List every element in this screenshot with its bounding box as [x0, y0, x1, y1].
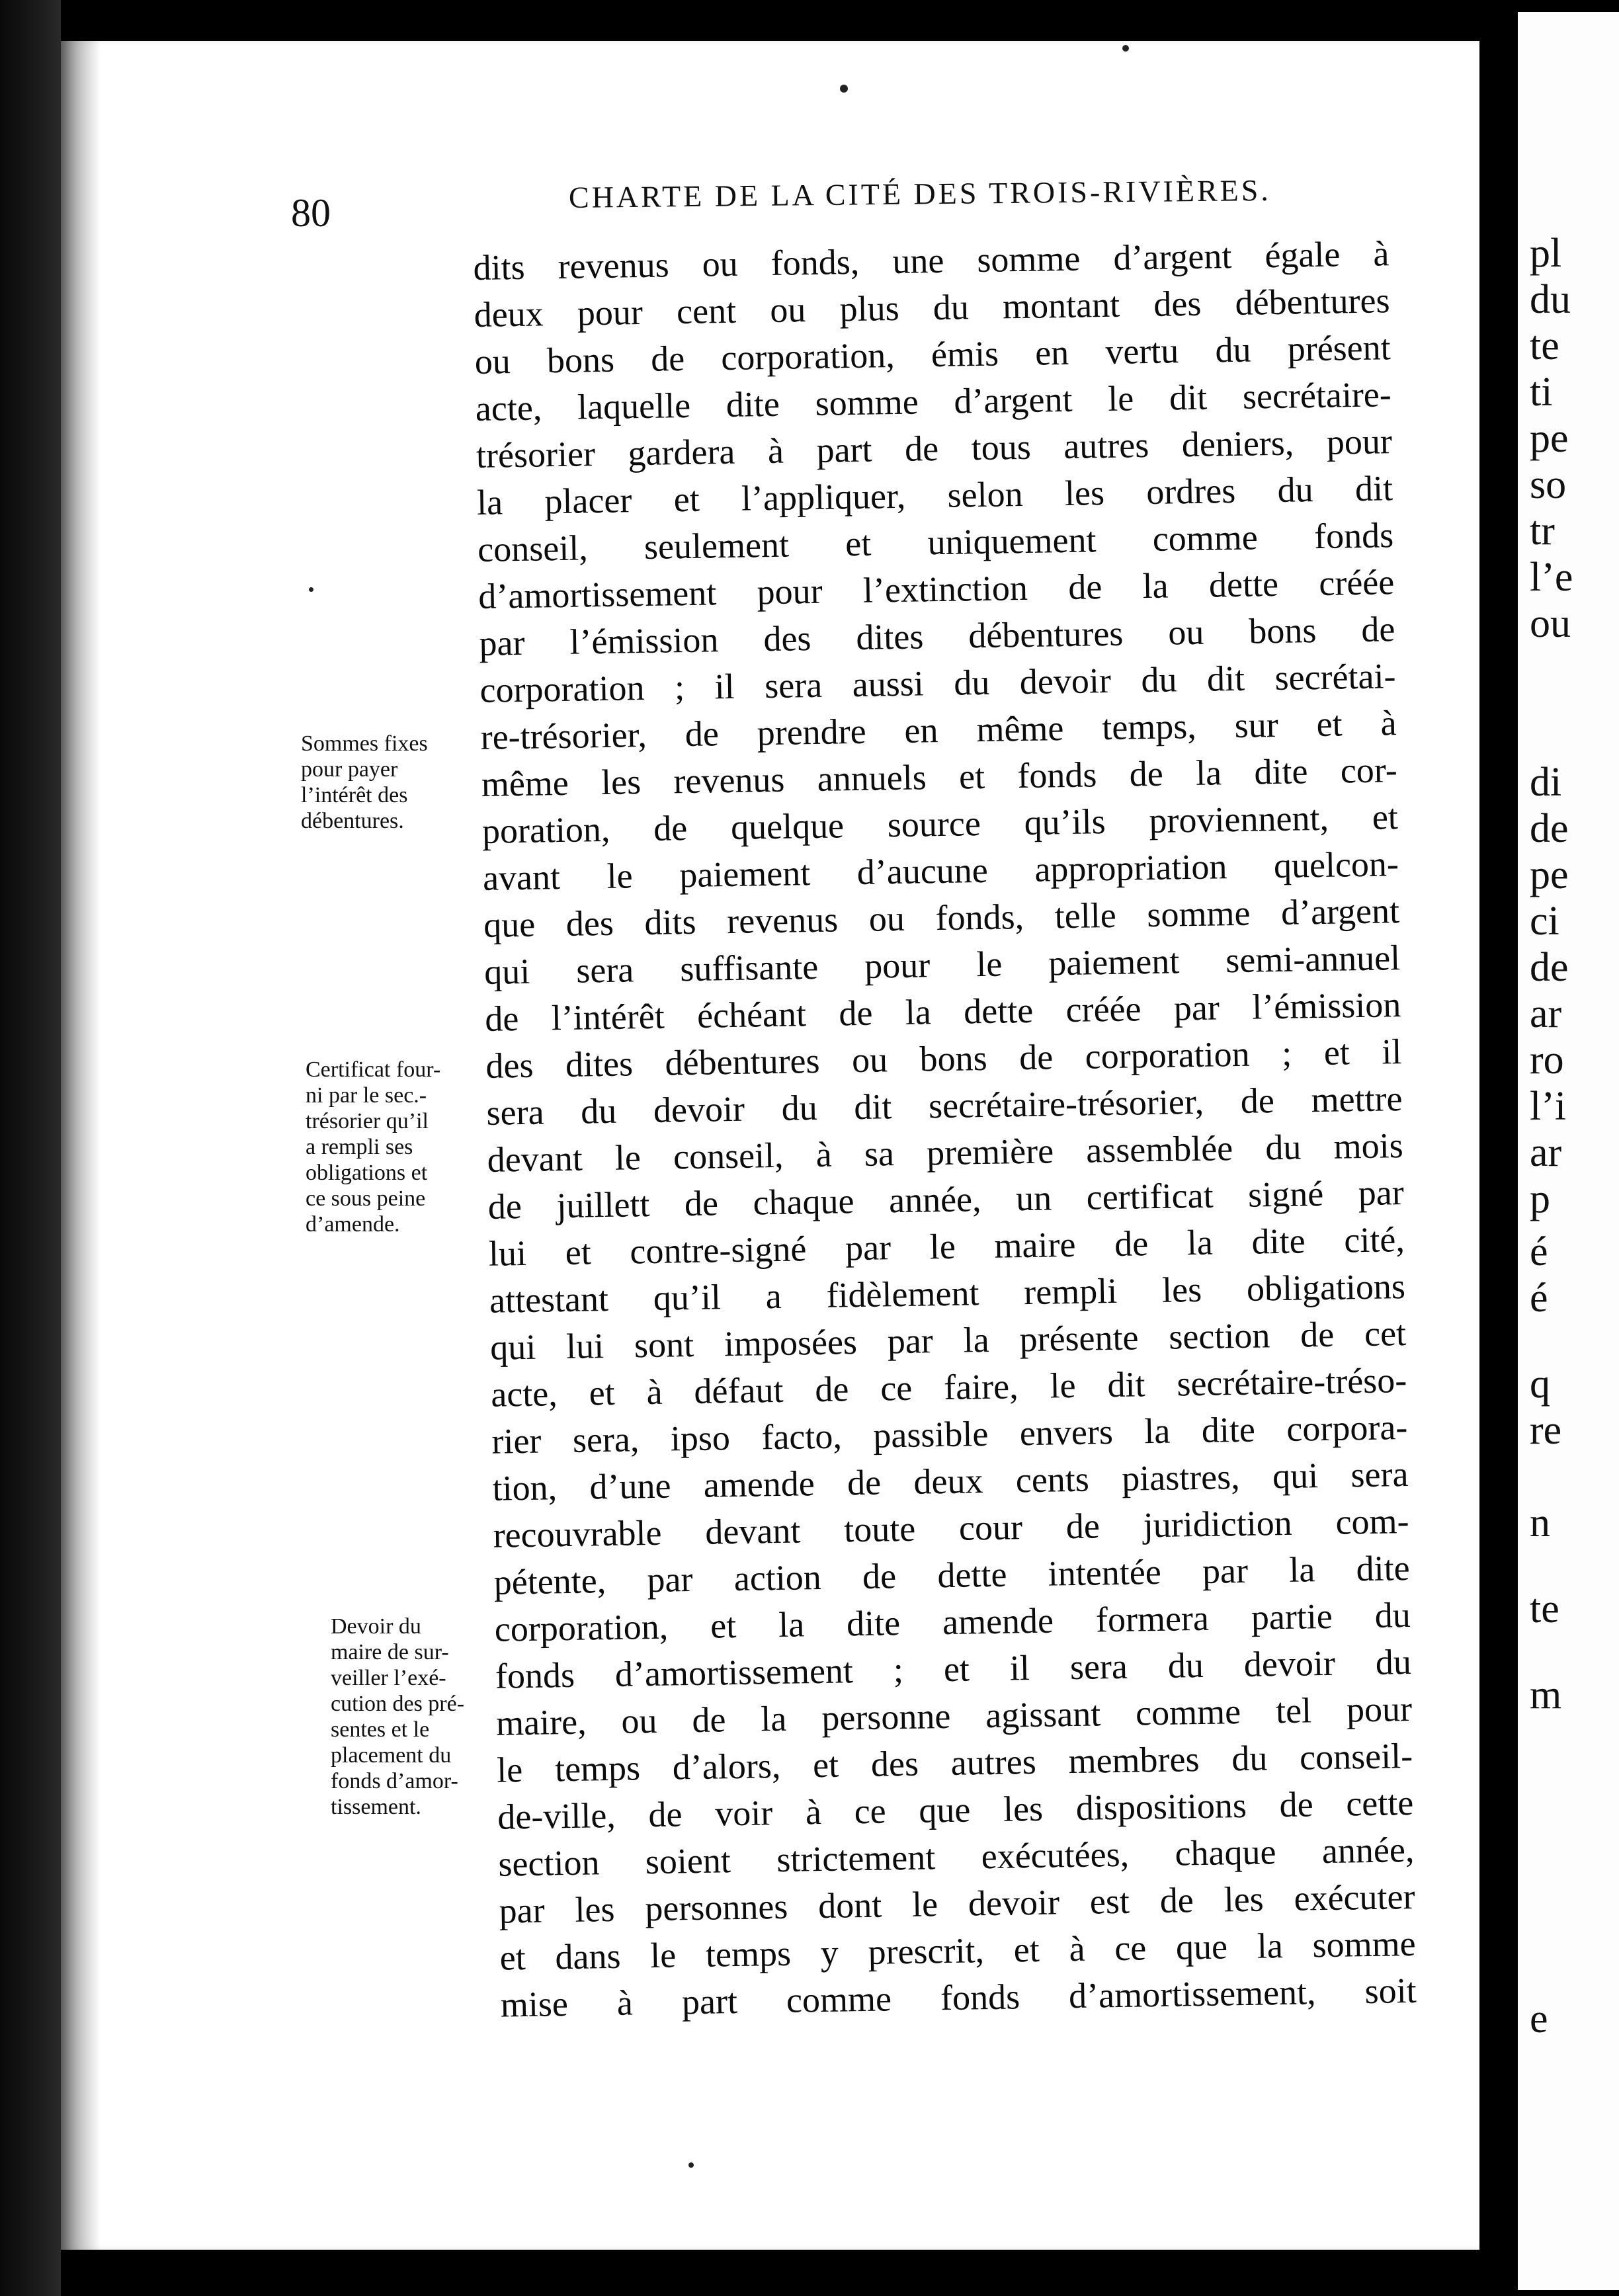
body-line: conseil, seulement et uniquement comme fonds — [477, 515, 1394, 569]
facing-fragment: ci — [1530, 899, 1559, 944]
facing-fragment: n — [1530, 1500, 1550, 1545]
body-line: pétente, par action de dette intentée par la dite — [493, 1547, 1411, 1602]
body-line: rier sera, ipso facto, passible envers la dite corpora- — [491, 1407, 1408, 1461]
facing-fragment: de — [1530, 945, 1569, 990]
body-line: par les personnes dont le devoir est de les exécuter — [499, 1876, 1415, 1931]
running-head: CHARTE DE LA CITÉ DES TROIS-RIVIÈRES. — [568, 173, 1272, 214]
margin-note-line: Devoir du — [331, 1614, 421, 1639]
body-line: la placer et l’appliquer, selon les ordres du dit — [476, 468, 1393, 522]
facing-fragment: ou — [1530, 601, 1571, 646]
margin-note-line: cution des pré- — [331, 1692, 465, 1716]
body-line: acte, laquelle dite somme d’argent le dit secrétaire- — [475, 374, 1392, 429]
body-line: avant le paiement d’aucune appropriation quelcon- — [482, 844, 1399, 898]
margin-note-line: maire de sur- — [331, 1640, 449, 1664]
facing-fragment: di — [1530, 760, 1562, 805]
facing-fragment: é — [1530, 1229, 1548, 1274]
body-line: qui sera suffisante pour le paiement semi-annuel — [483, 938, 1401, 992]
margin-note-sommes-fixes — [301, 731, 499, 834]
facing-fragment: tr — [1530, 509, 1555, 554]
margin-note-line: fonds d’amor- — [331, 1769, 458, 1793]
body-line: de l’intérêt échéant de la dette créée par l’émission — [484, 985, 1401, 1039]
body-line: re-trésorier, de prendre en même temps, sur et à — [480, 703, 1397, 757]
margin-note-line: veiller l’exé- — [331, 1666, 446, 1690]
facing-page-edge — [1518, 12, 1619, 2290]
ink-speck — [1122, 45, 1129, 52]
body-line: devant le conseil, à sa première assemblée du mois — [487, 1126, 1404, 1180]
facing-fragment: e — [1530, 1996, 1548, 2041]
margin-note-line: obligations et — [306, 1161, 428, 1185]
facing-fragment: é — [1530, 1276, 1548, 1321]
margin-note-line: tissement. — [331, 1795, 421, 1819]
body-line: section soient strictement exécutées, chaque année, — [497, 1829, 1415, 1884]
margin-note-line: débentures. — [301, 809, 404, 833]
facing-fragment: te — [1530, 323, 1559, 368]
facing-fragment: q — [1530, 1362, 1550, 1407]
margin-note-line: Certificat four- — [306, 1057, 441, 1082]
body-line: corporation, et la dite amende formera partie du — [494, 1594, 1411, 1649]
body-line: fonds d’amortissement ; et il sera du devoir du — [495, 1641, 1412, 1696]
facing-fragment: ar — [1530, 991, 1562, 1036]
margin-note-line: a rempli ses — [306, 1135, 413, 1159]
facing-fragment: so — [1530, 462, 1567, 507]
body-line: deux pour cent ou plus du montant des débentures — [474, 280, 1390, 335]
margin-note-line: sentes et le — [331, 1717, 430, 1742]
body-line: par l’émission des dites débentures ou bons de — [479, 609, 1395, 663]
facing-fragment: ti — [1530, 370, 1553, 415]
body-line: acte, et à défaut de ce faire, le dit secrétaire-tréso- — [490, 1360, 1407, 1414]
facing-fragment: de — [1530, 806, 1569, 851]
body-line: recouvrable devant toute cour de juridiction com- — [493, 1501, 1409, 1555]
margin-note-line: d’amende. — [306, 1212, 400, 1237]
body-line: de-ville, de voir à ce que les dispositions de cette — [497, 1782, 1414, 1837]
body-line: sera du devoir du dit secrétaire-trésorier, de mettre — [486, 1079, 1403, 1133]
body-line: lui et contre-signé par le maire de la dite cité, — [488, 1219, 1405, 1274]
margin-note-line: ni par le sec.- — [306, 1083, 427, 1108]
scan-border-left — [0, 0, 61, 2296]
facing-fragment: te — [1530, 1586, 1559, 1631]
body-line: attestant qu’il a fidèlement rempli les obligations — [489, 1266, 1406, 1321]
facing-fragment: l’e — [1530, 555, 1573, 600]
margin-note-line: l’intérêt des — [301, 783, 408, 807]
facing-fragment: pl — [1530, 231, 1562, 276]
body-line: ou bons de corporation, émis en vertu du présent — [474, 327, 1391, 382]
facing-fragment: p — [1530, 1176, 1550, 1221]
margin-note-line: Sommes fixes — [301, 731, 428, 756]
facing-fragment: du — [1530, 277, 1571, 322]
body-line: le temps d’alors, et des autres membres du conseil- — [496, 1735, 1413, 1790]
body-line: et dans le temps y prescrit, et à ce que la somme — [499, 1923, 1416, 1978]
ink-speck — [840, 85, 848, 93]
margin-note-certificat — [306, 1057, 504, 1237]
body-line: mise à part comme fonds d’amortissement, soit — [500, 1970, 1417, 2025]
body-line: même les revenus annuels et fonds de la dite cor- — [481, 750, 1398, 804]
body-line: tion, d’une amende de deux cents piastres, qui sera — [492, 1454, 1409, 1508]
facing-fragment: pe — [1530, 852, 1569, 897]
margin-note-devoir-du-maire — [331, 1614, 529, 1820]
facing-fragment: l’i — [1530, 1084, 1567, 1129]
body-line: qui lui sont imposées par la présente section de cet — [489, 1313, 1407, 1368]
margin-note-line: trésorier qu’il — [306, 1109, 429, 1133]
page-number: 80 — [291, 191, 331, 235]
body-line: corporation ; il sera aussi du devoir du dit secrétai- — [479, 656, 1396, 710]
facing-fragment: m — [1530, 1672, 1562, 1717]
body-line: trésorier gardera à part de tous autres deniers, pour — [476, 421, 1393, 475]
body-line: poration, de quelque source qu’ils proviennent, et — [481, 797, 1399, 851]
facing-fragment: ro — [1530, 1038, 1564, 1083]
body-line: des dites débentures ou bons de corporation ; et il — [485, 1032, 1402, 1086]
body-line: dits revenus ou fonds, une somme d’argent égale à — [473, 233, 1390, 288]
body-text — [473, 230, 1417, 2028]
body-line: maire, ou de la personne agissant comme tel pour — [495, 1688, 1413, 1743]
ink-speck — [309, 587, 313, 592]
body-line: d’amortissement pour l’extinction de la dette créée — [477, 562, 1395, 616]
facing-fragment: ar — [1530, 1130, 1562, 1175]
facing-fragment: re — [1530, 1408, 1562, 1453]
ink-speck — [688, 2162, 694, 2168]
margin-note-line: pour payer — [301, 757, 398, 782]
facing-fragment: pe — [1530, 416, 1569, 461]
margin-note-line: ce sous peine — [306, 1186, 426, 1211]
body-line: de juillett de chaque année, un certificat signé par — [487, 1172, 1405, 1227]
body-line: que des dits revenus ou fonds, telle somme d’argent — [483, 891, 1400, 945]
margin-note-line: placement du — [331, 1743, 452, 1768]
